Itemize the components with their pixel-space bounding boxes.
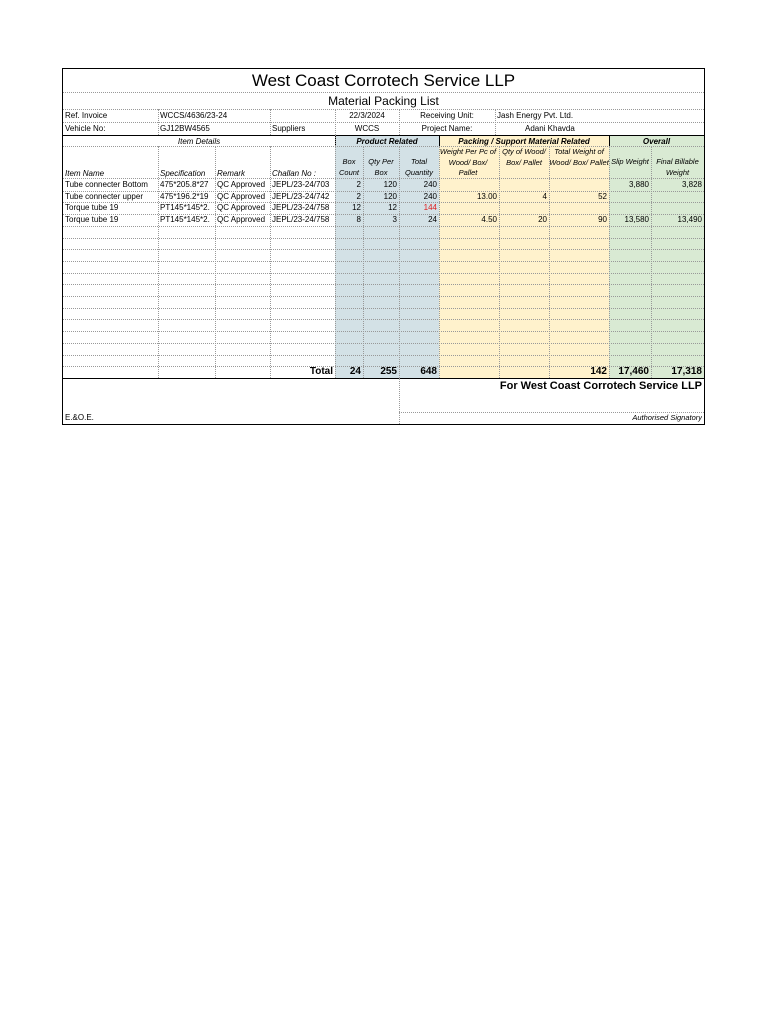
company-title: West Coast Corrotech Service LLP — [251, 71, 516, 90]
total-wood-weight: 142 — [590, 366, 607, 377]
grid-vline — [495, 109, 496, 135]
grid-hline — [63, 92, 704, 93]
col-header-total-weight: Total Weight of Wood/ Box/ Pallet — [549, 147, 609, 167]
qty-wood-cell: 20 — [538, 215, 547, 225]
receiving-unit-value: Jash Energy Pvt. Ltd. — [497, 111, 574, 120]
grid-hline — [63, 331, 704, 332]
total-wood-weight-cell: 52 — [598, 191, 607, 201]
remark-cell: QC Approved — [217, 215, 266, 225]
grid-vline — [270, 109, 271, 135]
total-quantity: 648 — [420, 366, 437, 377]
box-count-cell: 8 — [356, 215, 361, 225]
grid-vline — [363, 146, 364, 378]
grid-vline — [499, 146, 500, 378]
project-name-label: Project Name: — [421, 124, 473, 133]
total-box-count: 24 — [349, 366, 361, 377]
packing-related-group-header: Packing / Support Material Related — [458, 137, 590, 146]
grid-hline — [63, 378, 704, 379]
final-billable-weight-cell: 3,828 — [681, 180, 702, 189]
item-details-group-header: Item Details — [177, 137, 221, 146]
col-header-box-count: Box Count — [338, 157, 359, 177]
grid-vline — [651, 146, 652, 378]
remark-cell: QC Approved — [217, 203, 266, 213]
grid-hline — [63, 146, 704, 147]
grid-hline — [63, 214, 704, 215]
grid-vline — [158, 109, 159, 135]
product-related-group-header: Product Related — [356, 137, 418, 146]
col-header-item-name: Item Name — [65, 169, 105, 178]
qty-per-box-cell: 3 — [392, 215, 397, 225]
col-header-qty-wood: Qty of Wood/ Box/ Pallet — [502, 147, 546, 167]
item-name-cell: Tube connecter upper — [65, 191, 143, 201]
total-wood-weight-cell: 90 — [598, 215, 607, 225]
grid-hline — [63, 249, 704, 250]
remark-cell: QC Approved — [217, 191, 266, 201]
qty-per-box-cell: 120 — [383, 191, 397, 201]
item-name-cell: Tube connecter Bottom — [65, 180, 148, 189]
weight-per-pc-cell: 4.50 — [481, 215, 497, 225]
challan-no-cell: JEPL/23-24/742 — [272, 191, 330, 201]
grid-vline — [439, 135, 440, 146]
grid-vline — [215, 146, 216, 378]
grid-vline — [158, 146, 159, 378]
item-name-cell: Torque tube 19 — [65, 215, 119, 225]
grid-hline — [63, 238, 704, 239]
document-title: Material Packing List — [328, 94, 439, 108]
total-slip-weight: 17,460 — [618, 366, 649, 377]
overall-group-header: Overall — [642, 137, 671, 146]
total-quantity-cell: 240 — [423, 191, 437, 201]
invoice-date: 22/3/2024 — [349, 111, 385, 120]
grid-hline — [63, 284, 704, 285]
grid-vline — [609, 135, 610, 146]
grid-hline — [399, 412, 704, 413]
specification-cell: 475*196.2*19 — [160, 191, 209, 201]
col-header-slip-weight: Slip Weight — [611, 157, 649, 166]
grid-vline — [335, 135, 336, 378]
grid-hline — [63, 135, 704, 136]
grid-vline — [439, 146, 440, 378]
total-quantity-cell: 144 — [423, 203, 437, 213]
total-label: Total — [309, 366, 333, 377]
specification-cell: 475*205.8*27 — [160, 180, 209, 189]
grid-hline — [63, 296, 704, 297]
suppliers-value: WCCS — [354, 124, 380, 133]
vehicle-value: GJ12BW4565 — [160, 124, 210, 133]
col-header-challan: Challan No : — [272, 169, 317, 178]
challan-no-cell: JEPL/23-24/703 — [272, 180, 330, 189]
receiving-unit-label: Receiving Unit: — [420, 111, 474, 120]
grid-hline — [63, 261, 704, 262]
eoe-note: E.&O.E. — [65, 413, 94, 422]
grid-vline — [399, 109, 400, 135]
final-billable-weight-cell: 13,490 — [677, 215, 702, 225]
project-name-value: Adani Khavda — [525, 124, 575, 133]
grid-hline — [63, 366, 704, 367]
col-header-qty-per-box: Qty Per Box — [368, 157, 394, 177]
grid-hline — [63, 191, 704, 192]
slip-weight-cell: 3,880 — [628, 180, 649, 189]
col-header-total-quantity: Total Quantity — [405, 157, 433, 177]
specification-cell: PT145*145*2. — [160, 203, 210, 213]
remark-cell: QC Approved — [217, 180, 266, 189]
grid-vline — [335, 109, 336, 135]
grid-vline — [270, 146, 271, 378]
packing-list-sheet — [62, 68, 705, 425]
ref-invoice-label: Ref. Invoice — [65, 111, 108, 120]
grid-hline — [63, 343, 704, 344]
grid-hline — [63, 202, 704, 203]
vehicle-label: Vehicle No: — [65, 124, 106, 133]
grid-hline — [63, 319, 704, 320]
grid-vline — [399, 146, 400, 378]
grid-hline — [63, 226, 704, 227]
total-quantity-cell: 24 — [428, 215, 437, 225]
ref-invoice-value: WCCS/4636/23-24 — [160, 111, 228, 120]
qty-per-box-cell: 12 — [388, 203, 397, 213]
grid-hline — [63, 109, 704, 110]
total-final-weight: 17,318 — [671, 366, 702, 377]
grid-hline — [63, 178, 704, 179]
item-name-cell: Torque tube 19 — [65, 203, 119, 213]
col-header-remark: Remark — [217, 169, 246, 178]
grid-hline — [63, 355, 704, 356]
for-company-signature-line: For West Coast Corrotech Service LLP — [499, 380, 702, 392]
weight-per-pc-cell: 13.00 — [476, 191, 497, 201]
box-count-cell: 2 — [356, 191, 361, 201]
col-header-weight-per-pc: Weight Per Pc of Wood/ Box/ Pallet — [439, 147, 497, 177]
challan-no-cell: JEPL/23-24/758 — [272, 203, 330, 213]
grid-vline — [399, 378, 400, 424]
col-header-specification: Specification — [160, 169, 206, 178]
grid-hline — [63, 273, 704, 274]
slip-weight-cell: 13,580 — [624, 215, 649, 225]
col-header-final-billable-weight: Final Billable Weight — [656, 157, 699, 177]
grid-hline — [63, 308, 704, 309]
total-qty-per-box: 255 — [380, 366, 397, 377]
authorised-signatory: Authorised Signatory — [632, 413, 702, 422]
grid-vline — [549, 146, 550, 378]
qty-wood-cell: 4 — [542, 191, 547, 201]
specification-cell: PT145*145*2. — [160, 215, 210, 225]
box-count-cell: 2 — [356, 180, 361, 189]
qty-per-box-cell: 120 — [383, 180, 397, 189]
suppliers-label: Suppliers — [272, 124, 306, 133]
grid-vline — [609, 146, 610, 378]
box-count-cell: 12 — [352, 203, 361, 213]
challan-no-cell: JEPL/23-24/758 — [272, 215, 330, 225]
total-quantity-cell: 240 — [423, 180, 437, 189]
grid-hline — [63, 122, 704, 123]
